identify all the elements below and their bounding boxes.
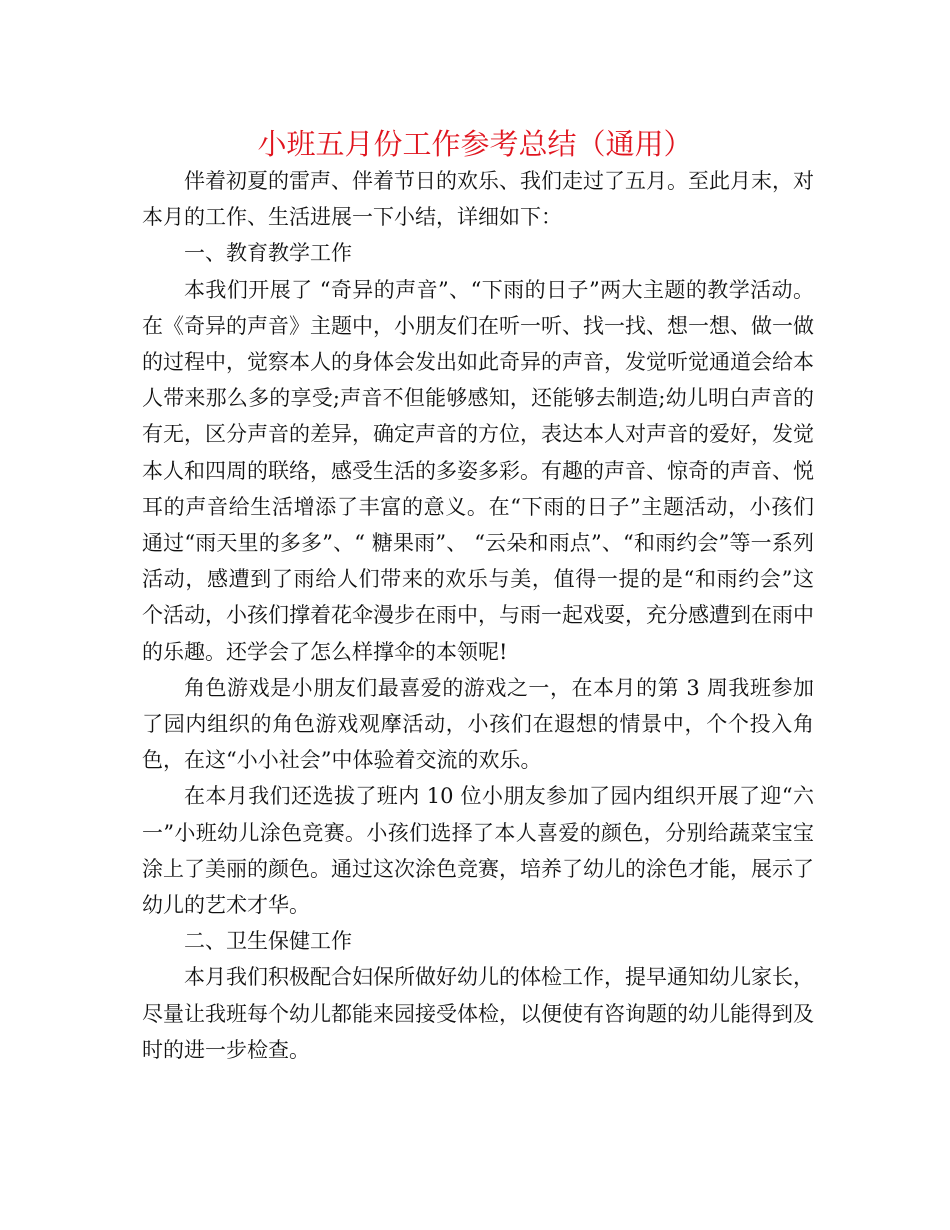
paragraph-themes: 本我们开展了 “奇异的声音”、“下雨的日子”两大主题的教学活动。 在《奇异的声音》主题中，小朋友们在听一听、找一找、想一想、做一做的过程中，觉察本人的身体会发出如此奇异的声音，发觉听觉通道会给本人带来那么多的享受;声音不但能够感知，还能够去制造;幼儿明白声音的有无，区分声音的差异，确定声音的方位，表达本人对声音的爱好，发觉本人和四周的联络，感受生活的多姿多彩。有趣的声音、惊奇的声音、悦耳的声音给生活增添了丰富的意义。在“下雨的日子”主题活动，小孩们通过“雨天里的多多”、“ 糖果雨”、 “云朵和雨点”、“和雨约会”等一系列活动，感遭到了雨给人们带来的欢乐与美，值得一提的是“和雨约会”这个活动，小孩们撑着花伞漫步在雨中，与雨一起戏耍，充分感遭到在雨中的乐趣。还学会了怎么样撑伞的本领呢! (142, 277, 814, 664)
paragraph-coloring-contest: 在本月我们还选拔了班内 10 位小朋友参加了园内组织开展了迎“六一”小班幼儿涂色竞赛。小孩们选择了本人喜爱的颜色，分别给蔬菜宝宝涂上了美丽的颜色。通过这次涂色竞赛，培养了幼儿的涂色才能，展示了幼儿的艺术才华。 (142, 784, 814, 918)
section-heading-health: 二、卫生保健工作 (184, 929, 352, 954)
document-title: 小班五月份工作参考总结（通用） (257, 127, 693, 161)
intro-paragraph: 伴着初夏的雷声、伴着节日的欢乐、我们走过了五月。至此月末，对本月的工作、生活进展一下小结，详细如下： (142, 169, 814, 230)
paragraph-health-check: 本月我们积极配合妇保所做好幼儿的体检工作，提早通知幼儿家长，尽量让我班每个幼儿都能来园接受体检，以便使有咨询题的幼儿能得到及时的进一步检查。 (142, 965, 814, 1062)
section-heading-education: 一、教育教学工作 (184, 241, 352, 266)
document-body (142, 163, 814, 1068)
paragraph-role-play: 角色游戏是小朋友们最喜爱的游戏之一，在本月的第 3 周我班参加了园内组织的角色游戏观摩活动，小孩们在遐想的情景中，个个投入角色，在这“小小社会”中体验着交流的欢乐。 (142, 675, 814, 773)
